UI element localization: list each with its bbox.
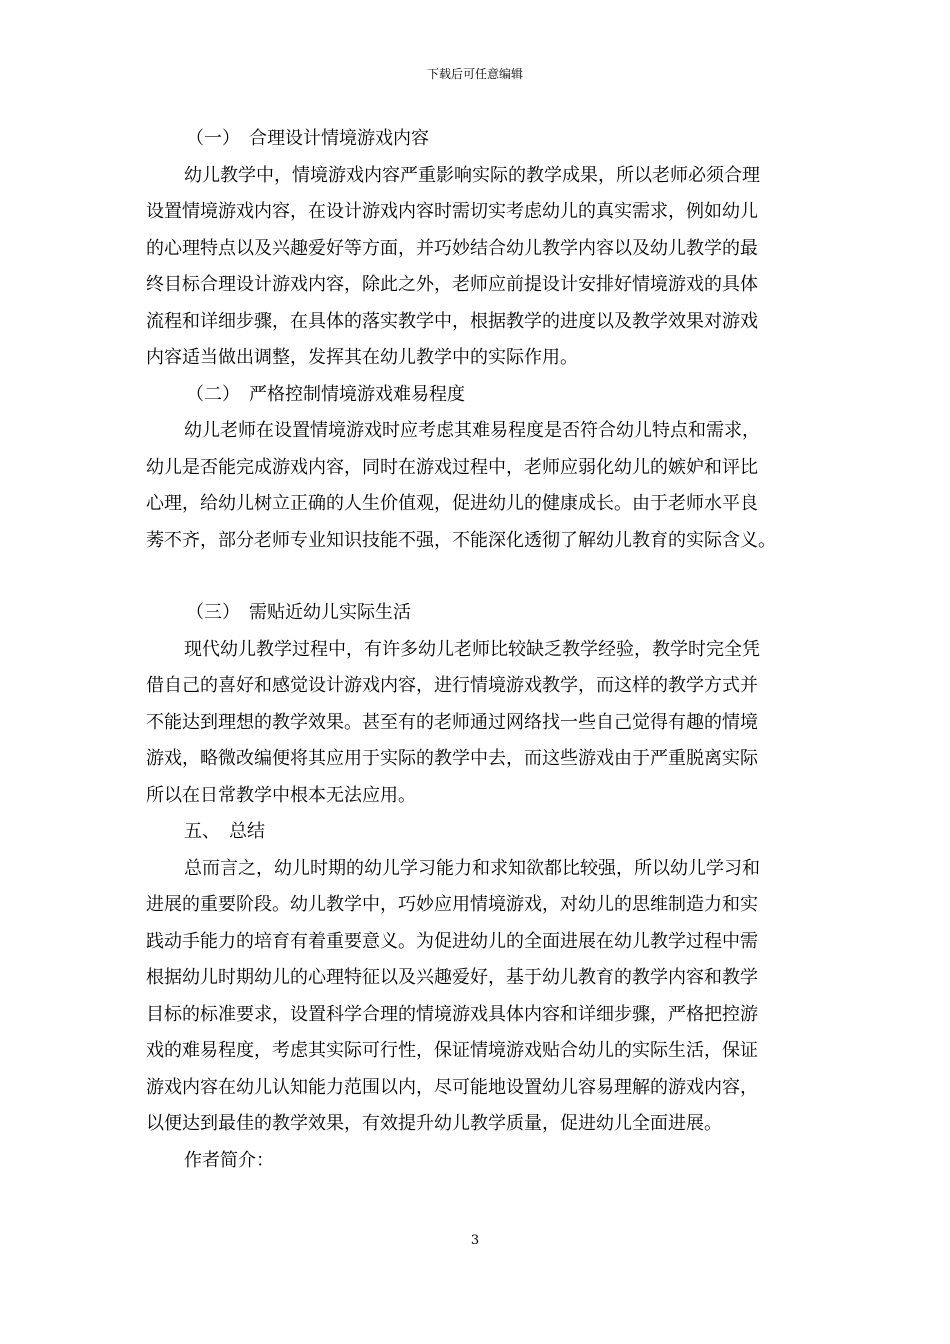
paragraph-line: 目标的标准要求，设置科学合理的情境游戏具体内容和详细步骤，严格把控游 (146, 1003, 758, 1025)
paragraph-line: 以便达到最佳的教学效果，有效提升幼儿教学质量，促进幼儿全面进展。 (146, 1113, 722, 1134)
section-heading-summary: 五、 总结 (184, 821, 265, 842)
paragraph-line: 幼儿是否能完成游戏内容，同时在游戏过程中，老师应弱化幼儿的嫉妒和评比 (146, 456, 758, 478)
paragraph-line: 幼儿教学中，情境游戏内容严重影响实际的教学成果，所以老师必须合理 (184, 164, 760, 186)
author-intro: 作者简介： (184, 1149, 274, 1171)
blank-line (146, 559, 818, 595)
paragraph-line: 践动手能力的培育有着重要意义。为促进幼儿的全面进展在幼儿教学过程中需 (146, 930, 758, 952)
page-header: 下载后可任意编辑 (426, 67, 523, 81)
paragraph-line: 设置情境游戏内容，在设计游戏内容时需切实考虑幼儿的真实需求，例如幼儿 (146, 201, 758, 222)
paragraph-line: 终目标合理设计游戏内容，除此之外，老师应前提设计安排好情境游戏的具体 (146, 274, 758, 295)
section-heading-2: （二） 严格控制情境游戏难易程度 (186, 383, 465, 405)
paragraph-line: 戏的难易程度，考虑其实际可行性，保证情境游戏贴合幼儿的实际生活，保证 (146, 1040, 758, 1061)
paragraph-line: 游戏，略微改编便将其应用于实际的教学中去，而这些游戏由于严重脱离实际 (146, 748, 758, 769)
paragraph-line: 心理，给幼儿树立正确的人生价值观，促进幼儿的健康成长。由于老师水平良 (146, 493, 758, 514)
paragraph-line: 现代幼儿教学过程中，有许多幼儿老师比较缺乏教学经验，教学时完全凭 (184, 638, 760, 660)
paragraph-line: 流程和详细步骤，在具体的落实教学中，根据教学的进度以及教学效果对游戏 (146, 310, 758, 332)
section-heading-3: （三） 需贴近幼儿实际生活 (186, 602, 411, 623)
page-number: 3 (470, 1233, 480, 1248)
paragraph-line: 总而言之，幼儿时期的幼儿学习能力和求知欲都比较强，所以幼儿学习和 (184, 857, 760, 879)
section-heading-1: （一） 合理设计情境游戏内容 (186, 128, 429, 149)
paragraph-line: 进展的重要阶段。幼儿教学中，巧妙应用情境游戏，对幼儿的思维制造力和实 (146, 894, 758, 915)
paragraph-line: 幼儿老师在设置情境游戏时应考虑其难易程度是否符合幼儿特点和需求， (184, 420, 760, 441)
paragraph-line: 内容适当做出调整，发挥其在幼儿教学中的实际作用。 (146, 347, 578, 368)
paragraph-line: 所以在日常教学中根本无法应用。 (146, 784, 416, 806)
paragraph-line: 借自己的喜好和感觉设计游戏内容，进行情境游戏教学，而这样的教学方式并 (146, 675, 758, 696)
paragraph-line: 不能达到理想的教学效果。甚至有的老师通过网络找一些自己觉得有趣的情境 (146, 711, 758, 733)
document-body (146, 121, 818, 1179)
paragraph-line: 根据幼儿时期幼儿的心理特征以及兴趣爱好，基于幼儿教育的教学内容和教学 (146, 967, 758, 988)
paragraph-line: 莠不齐，部分老师专业知识技能不强，不能深化透彻了解幼儿教育的实际含义。 (146, 529, 776, 551)
paragraph-line: 的心理特点以及兴趣爱好等方面，并巧妙结合幼儿教学内容以及幼儿教学的最 (146, 237, 758, 259)
paragraph-line: 游戏内容在幼儿认知能力范围以内，尽可能地设置幼儿容易理解的游戏内容， (146, 1076, 758, 1098)
